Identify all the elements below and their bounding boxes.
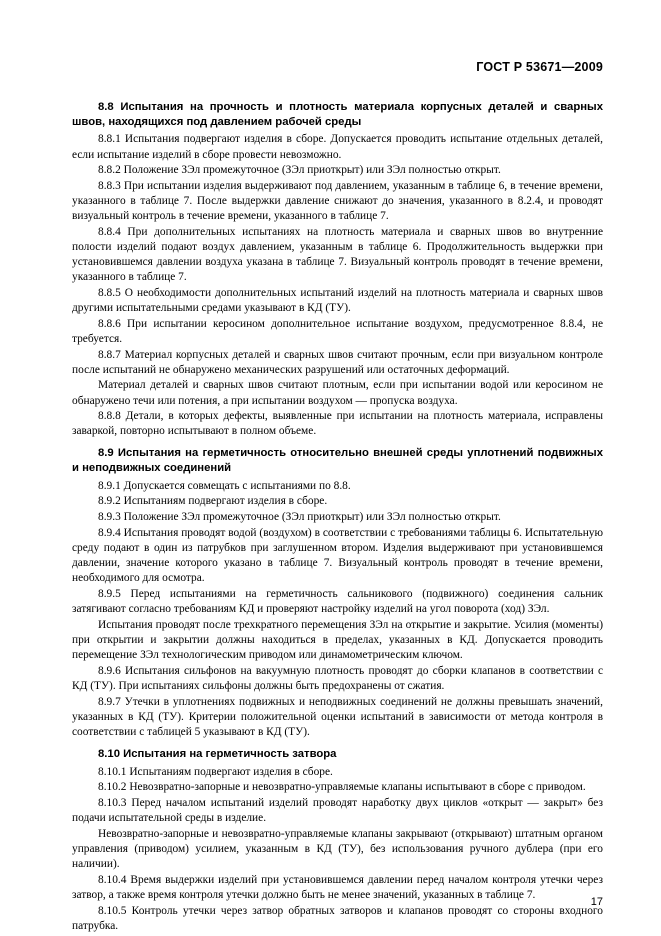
paragraph-8-9-5: 8.9.5 Перед испытаниями на герметичность сальникового (подвижного) соединения сальник затягивают согласно требованиям КД и проверяют настройку изделий на угол поворота (ход) ЗЭл.	[72, 587, 603, 616]
paragraph-8-8-1: 8.8.1 Испытания подвергают изделия в сборе. Допускается проводить испытание отдельных деталей, если испытание изделий в сборе провести невозможно.	[72, 133, 603, 161]
paragraph-8-8-5: 8.8.5 О необходимости дополнительных испытаний изделий на плотность материала и сварных швов другими испытательными средами указывают в КД (ТУ).	[72, 286, 603, 315]
page-header: ГОСТ Р 53671—2009	[476, 60, 603, 74]
section-heading-8-10: 8.10 Испытания на герметичность затвора	[98, 747, 337, 760]
paragraph-8-10-5: 8.10.5 Контроль утечки через затвор обратных затворов и клапанов проводят со стороны входного патрубка.	[72, 904, 603, 932]
paragraph-8-8-7-cont: Материал деталей и сварных швов считают плотным, если при испытании водой или керосином не обнаружено течи или потения, а при испытании воздухом — пропуска воздуха.	[72, 379, 603, 407]
paragraph-8-10-1: 8.10.1 Испытаниям подвергают изделия в сборе.	[98, 765, 333, 778]
paragraph-8-8-6: 8.8.6 При испытании керосином дополнительное испытание воздухом, предусмотренное 8.8.4, не требуется.	[72, 317, 603, 345]
paragraph-8-10-3-cont: Невозвратно-запорные и невозвратно-управляемые клапаны закрывают (открывают) штатным органом управления (приводом) усилием, указанным в КД (ТУ), без использования ручного дублера (при его наличии).	[72, 827, 603, 871]
paragraph-8-9-4: 8.9.4 Испытания проводят водой (воздухом) в соответствии с требованиями таблицы 6. Испытательную среду подают в один из патрубков при заглушенном втором. Изделия выдерживают при установившемся давлении, значение которого указано в таблице 7. Визуальный контроль проводят в течение времени, необходимого для осмотра.	[72, 526, 603, 585]
paragraph-8-9-2: 8.9.2 Испытаниям подвергают изделия в сборе.	[98, 495, 328, 508]
paragraph-8-8-8: 8.8.8 Детали, в которых дефекты, выявленные при испытании на плотность материала, исправлены заваркой, повторно испытывают в полном объеме.	[72, 410, 603, 438]
paragraph-8-9-3: 8.9.3 Положение ЗЭл промежуточное (ЗЭл приоткрыт) или ЗЭл полностью открыт.	[98, 511, 501, 524]
paragraph-8-10-3: 8.10.3 Перед началом испытаний изделий проводят наработку двух циклов «открыт — закрыт» без подачи испытательной среды в изделие.	[72, 796, 603, 825]
paragraph-8-10-4: 8.10.4 Время выдержки изделий при установившемся давлении перед началом контроля утечки через затвор, а также время контроля утечки должно быть не менее значений, указанных в таблице 7.	[72, 873, 603, 901]
section-heading-8-9: 8.9 Испытания на герметичность относительно внешней среды уплотнений подвижных и неподвижных соединений	[72, 447, 603, 475]
paragraph-8-9-1: 8.9.1 Допускается совмещать с испытаниями по 8.8.	[98, 479, 351, 492]
paragraph-8-9-5-cont: Испытания проводят после трехкратного перемещения ЗЭл на открытие и закрытие. Усилия (моменты) при открытии и закрытии должны находиться в пределах, указанных в КД. Допускается проводить перемещение ЗЭл технологическим приводом или динамометрическим ключом.	[72, 618, 603, 662]
paragraph-8-10-2: 8.10.2 Невозвратно-запорные и невозвратно-управляемые клапаны испытывают в сборе с приводом.	[98, 781, 586, 794]
paragraph-8-9-6: 8.9.6 Испытания сильфонов на вакуумную плотность проводят до сборки клапанов в соответствии с КД (ТУ). При испытаниях сильфоны должны быть предохранены от сжатия.	[72, 664, 603, 692]
section-heading-8-8: 8.8 Испытания на прочность и плотность материала корпусных деталей и сварных швов, находящихся под давлением рабочей среды	[72, 101, 603, 128]
paragraph-8-8-3: 8.8.3 При испытании изделия выдерживают под давлением, указанным в таблице 6, в течение времени, указанного в таблице 7. После выдержки давление снижают до значения, указанного в 8.2.4, и проводят визуальный контроль в течение времени, указанного в таблице 7.	[72, 179, 603, 223]
page-number: 17	[590, 896, 603, 908]
paragraph-8-9-7: 8.9.7 Утечки в уплотнениях подвижных и неподвижных соединений не должны превышать значений, указанных в КД (ТУ). Критерии положительной оценки испытаний в зависимости от метода контроля в соответствии с таблицей 5 указывают в КД (ТУ).	[72, 695, 603, 738]
paragraph-8-8-7: 8.8.7 Материал корпусных деталей и сварных швов считают прочным, если при визуальном контроле после испытаний не обнаружено механических разрушений или остаточных деформаций.	[72, 348, 603, 376]
document-body	[72, 100, 603, 934]
paragraph-8-8-2: 8.8.2 Положение ЗЭл промежуточное (ЗЭл приоткрыт) или ЗЭл полностью открыт.	[98, 164, 501, 177]
paragraph-8-8-4: 8.8.4 При дополнительных испытаниях на плотность материала и сварных швов во внутренние полости изделий подают воздух давлением, указанным в таблице 6. Продолжительность выдержки при установившемся давлении воздуха указана в таблице 7. Визуальный контроль проводят в течение времени, указанного в таблице 7.	[72, 225, 603, 284]
